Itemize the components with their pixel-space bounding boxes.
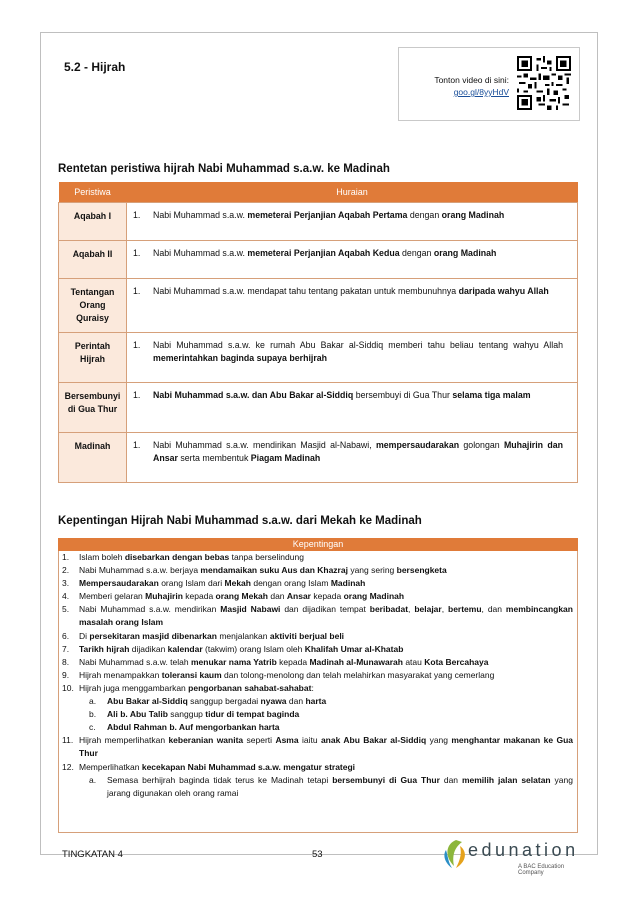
body-text: kepada	[276, 656, 310, 667]
emphasis-text: memilih jalan selatan	[461, 774, 551, 785]
item-number: 1.	[133, 248, 141, 258]
emphasis-text: Khalifah Umar al-Khatab	[304, 643, 404, 654]
body-text: atau	[402, 656, 425, 667]
body-text: yang	[426, 735, 452, 746]
body-text: dengan	[399, 248, 434, 258]
emphasis-text: mendamaikan suku Aus dan Khazraj	[200, 565, 348, 576]
emphasis-text: Muhajirin dan Ansar	[153, 440, 563, 463]
item-number: 1.	[133, 210, 141, 220]
item-number: b.	[89, 709, 97, 720]
body-text: Di	[79, 630, 90, 641]
list-item	[59, 630, 577, 643]
emphasis-text: bersembunyi di Gua Thur	[332, 774, 440, 785]
list-item	[59, 761, 577, 774]
emphasis-text: bersengketa	[396, 565, 447, 576]
description-cell	[127, 383, 578, 433]
table-row	[59, 433, 578, 483]
table-row	[59, 279, 578, 333]
emphasis-text: tidur di tempat baginda	[205, 709, 300, 720]
emphasis-text: Kota Bercahaya	[424, 656, 489, 667]
emphasis-text: menghantar makanan ke Gua Thur	[79, 735, 573, 759]
item-number: 1.	[62, 552, 70, 562]
body-text: dan tolong-menolong dan telah melahirkan masyarakat yang cemerlang	[221, 669, 495, 680]
body-text: sanggup	[167, 709, 206, 720]
emphasis-text: persekitaran masjid dibenarkan	[89, 630, 217, 641]
list-item	[59, 551, 577, 564]
body-text: Semasa berhijrah baginda tidak terus ke Madinah tetapi	[107, 774, 333, 785]
item-number: 2.	[62, 565, 70, 576]
table-row	[59, 333, 578, 383]
body-text: yang sering	[347, 565, 397, 576]
body-text: dijadikan	[129, 643, 168, 654]
emphasis-text: kecekapan Nabi Muhammad s.a.w. mengatur strategi	[141, 761, 356, 772]
body-text: Hijrah menampakkan	[79, 669, 162, 680]
emphasis-text: Ansar	[286, 591, 311, 602]
footer-form: TINGKATAN 4	[62, 849, 123, 860]
body-text: Memberi gelaran	[79, 591, 146, 602]
event-cell: Tentangan Orang Quraisy	[59, 279, 127, 333]
emphasis-text: menukar nama Yatrib	[190, 656, 277, 667]
emphasis-text: keberanian wanita	[168, 735, 244, 746]
item-number: a.	[89, 774, 97, 785]
item-number: 7.	[62, 643, 70, 654]
hijrah-events-table	[58, 182, 578, 483]
body-text: dan	[267, 591, 287, 602]
emphasis-text: Asma	[275, 735, 299, 746]
emphasis-text: daripada wahyu Allah	[458, 286, 549, 296]
body-text: Nabi Muhammad s.a.w. berjaya	[79, 565, 201, 576]
description-cell	[127, 241, 578, 279]
item-number: 10.	[62, 682, 74, 693]
event-cell: Perintah Hijrah	[59, 333, 127, 383]
brand-name: edunation	[468, 840, 579, 860]
body-text: Nabi Muhammad s.a.w. mendapat tahu tentang pakatan untuk membunuhnya	[153, 286, 459, 296]
emphasis-text: disebarkan dengan bebas	[124, 552, 230, 562]
body-text: Memperlihatkan	[79, 761, 142, 772]
body-text: (takwim) orang Islam oleh	[202, 643, 305, 654]
body-text: yang jarang digunakan oleh orang ramai	[107, 774, 573, 798]
body-text: iaitu	[298, 735, 321, 746]
emphasis-text: belajar	[414, 604, 442, 615]
emphasis-text: harta	[305, 696, 327, 707]
emphasis-text: Muhajirin	[145, 591, 183, 602]
body-text: seperti	[243, 735, 276, 746]
item-number: 4.	[62, 591, 70, 602]
emphasis-text: bertemu	[448, 604, 482, 615]
body-text: dengan	[407, 210, 442, 220]
emphasis-text: beribadat	[369, 604, 409, 615]
emphasis-text: orang Madinah	[433, 248, 497, 258]
body-text: ,	[441, 604, 448, 615]
emphasis-text: memeterai Perjanjian Aqabah Kedua	[247, 248, 400, 258]
body-text: sanggup bergadai	[187, 696, 261, 707]
video-label: Tonton video di sini:	[434, 75, 509, 85]
emphasis-text: aktiviti berjual beli	[269, 630, 345, 641]
body-text: orang Islam dari	[158, 578, 225, 589]
list-item	[59, 774, 577, 800]
body-text: ,	[408, 604, 415, 615]
emphasis-text: Abu Bakar al-Siddiq	[107, 696, 188, 707]
body-text: , dan	[481, 604, 506, 615]
item-number: 11.	[62, 735, 74, 746]
emphasis-text: Masjid Nabawi	[220, 604, 281, 615]
body-text: Nabi Muhammad s.a.w. ke rumah Abu Bakar al-Siddiq memberi tahu beliau tentang wahyu Allah	[153, 340, 563, 350]
emphasis-text: orang Mekah	[215, 591, 268, 602]
emphasis-text: memerintahkan baginda supaya berhijrah	[153, 353, 328, 363]
hijrah-importance-list	[58, 551, 578, 833]
list-item	[59, 643, 577, 656]
video-box	[398, 47, 580, 121]
emphasis-text: Madinah	[330, 578, 366, 589]
item-number: 8.	[62, 656, 70, 667]
list-item	[59, 721, 577, 734]
description-cell	[127, 203, 578, 241]
list-item	[59, 656, 577, 669]
item-number: 12.	[62, 761, 74, 772]
emphasis-text: nyawa	[260, 696, 287, 707]
list-item	[59, 590, 577, 603]
body-text: Nabi Muhammad s.a.w. mendirikan Masjid al-Nabawi,	[153, 440, 376, 450]
item-number: 6.	[62, 630, 70, 641]
item-number: a.	[89, 696, 97, 707]
body-text: Nabi Muhammad s.a.w.	[153, 248, 248, 258]
emphasis-text: Ali b. Abu Talib	[107, 709, 168, 720]
item-number: 1.	[133, 340, 141, 350]
emphasis-text: orang Madinah	[343, 591, 405, 602]
brand-tagline: A BAC Education Company	[518, 864, 565, 876]
body-text: Nabi Muhammad s.a.w. telah	[79, 656, 191, 667]
table1-header-desc: Huraian	[127, 182, 578, 203]
section-heading: 5.2 - Hijrah	[64, 60, 126, 74]
list-item	[59, 695, 577, 708]
body-text: bersembuyi di Gua Thur	[353, 390, 453, 400]
body-text: :	[311, 682, 314, 693]
body-text: dan dijadikan tempat	[280, 604, 370, 615]
event-cell: Aqabah I	[59, 203, 127, 241]
body-text: Nabi Muhammad s.a.w. mendirikan	[79, 604, 221, 615]
emphasis-text: Piagam Madinah	[250, 453, 321, 463]
video-text	[405, 74, 509, 98]
emphasis-text: anak Abu Bakar al-Siddiq	[320, 735, 427, 746]
table-row	[59, 241, 578, 279]
description-cell	[127, 433, 578, 483]
item-number: 1.	[133, 390, 141, 400]
list-item	[59, 734, 577, 760]
leaf-icon	[440, 836, 470, 872]
body-text: golongan	[459, 440, 504, 450]
emphasis-text: mempersaudarakan	[375, 440, 460, 450]
list-item	[59, 577, 577, 590]
body-text: dan	[286, 696, 306, 707]
item-number: 5.	[62, 604, 70, 615]
body-text: Hijrah memperlihatkan	[79, 735, 169, 746]
body-text: kepada	[310, 591, 344, 602]
description-text	[153, 209, 563, 222]
body-text: dengan orang Islam	[250, 578, 331, 589]
description-text	[153, 389, 563, 402]
video-link[interactable]: goo.gl/8yyHdV	[453, 87, 509, 97]
body-text: menjalankan	[216, 630, 270, 641]
table-row	[59, 203, 578, 241]
emphasis-text: Mempersaudarakan	[79, 578, 159, 589]
event-cell: Aqabah II	[59, 241, 127, 279]
body-text: tanpa berselindung	[229, 552, 304, 562]
description-text	[153, 439, 563, 465]
emphasis-text: membincangkan masalah orang Islam	[79, 604, 573, 628]
edunation-logo	[440, 836, 580, 876]
emphasis-text: selama tiga malam	[452, 390, 531, 400]
item-number: 9.	[62, 669, 70, 680]
body-text: serta membentuk	[177, 453, 251, 463]
emphasis-text: Tarikh hijrah	[79, 643, 130, 654]
item-number: c.	[89, 722, 96, 733]
emphasis-text: orang Madinah	[441, 210, 505, 220]
table-row	[59, 383, 578, 433]
body-text: dan	[439, 774, 462, 785]
table2-title: Kepentingan Hijrah Nabi Muhammad s.a.w. dari Mekah ke Madinah	[58, 515, 422, 527]
list-item	[59, 708, 577, 721]
emphasis-text: Mekah	[224, 578, 251, 589]
emphasis-text: kalendar	[167, 643, 203, 654]
table1-title: Rentetan peristiwa hijrah Nabi Muhammad s.a.w. ke Madinah	[58, 163, 390, 175]
item-number: 3.	[62, 578, 70, 589]
page-number: 53	[312, 849, 323, 860]
description-text	[153, 285, 563, 298]
body-text: Nabi Muhammad s.a.w.	[153, 210, 248, 220]
list-item	[59, 682, 577, 695]
emphasis-text: Abdul Rahman b. Auf mengorbankan harta	[107, 722, 280, 733]
table2-header: Kepentingan	[58, 538, 578, 551]
emphasis-text: toleransi kaum	[161, 669, 222, 680]
item-number: 1.	[133, 440, 141, 450]
event-cell: Bersembunyi di Gua Thur	[59, 383, 127, 433]
table1-header-event: Peristiwa	[59, 182, 127, 203]
description-cell	[127, 279, 578, 333]
body-text: kepada	[182, 591, 216, 602]
emphasis-text: Madinah al-Munawarah	[309, 656, 403, 667]
emphasis-text: Nabi Muhammad s.a.w. dan Abu Bakar al-Siddiq	[153, 390, 354, 400]
item-number: 1.	[133, 286, 141, 296]
description-text	[153, 339, 563, 365]
emphasis-text: pengorbanan sahabat-sahabat	[188, 682, 312, 693]
body-text: Hijrah juga menggambarkan	[79, 682, 189, 693]
qr-code-icon[interactable]	[517, 56, 571, 110]
description-cell	[127, 333, 578, 383]
event-cell: Madinah	[59, 433, 127, 483]
description-text	[153, 247, 563, 260]
list-item	[59, 669, 577, 682]
list-item	[59, 603, 577, 629]
body-text: Islam boleh	[79, 552, 125, 562]
emphasis-text: memeterai Perjanjian Aqabah Pertama	[247, 210, 408, 220]
list-item	[59, 564, 577, 577]
